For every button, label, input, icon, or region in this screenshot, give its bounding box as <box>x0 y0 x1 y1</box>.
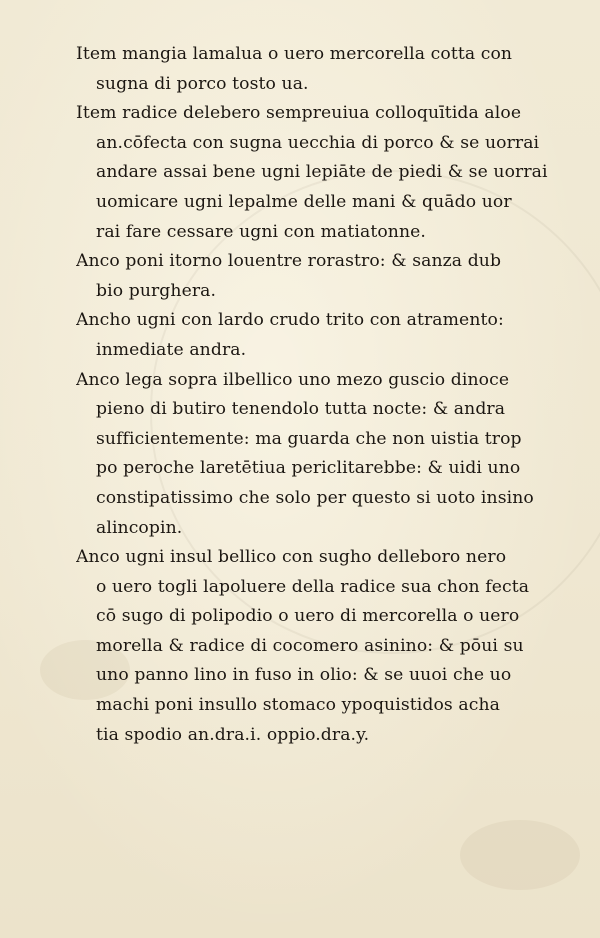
text-line: Ancho ugni con lardo crudo trito con atramento: <box>76 310 504 331</box>
text-line: inmediate andra. <box>96 339 247 360</box>
text-line: cō sugo di polipodio o uero di mercorella o uero <box>96 606 520 627</box>
text-line: Anco poni itorno louentre rorastro: & sanza dub <box>76 251 502 272</box>
text-line: o uero togli lapoluere della radice sua chon fecta <box>96 576 530 597</box>
text-line: alincopin. <box>96 517 183 538</box>
text-line: pieno di butiro tenendolo tutta nocte: & andra <box>96 399 506 420</box>
text-line: Anco lega sopra ilbellico uno mezo guscio dinoce <box>76 369 510 390</box>
text-line: an.cōfecta con sugna uecchia di porco & se uorrai <box>96 132 540 153</box>
paper-stain <box>460 820 580 890</box>
text-line: Item radice delebero sempreuiua colloquītida aloe <box>76 103 522 124</box>
text-line: uno panno lino in fuso in olio: & se uuoi che uo <box>96 665 512 686</box>
text-line: constipatissimo che solo per questo si uoto insino <box>96 487 534 508</box>
text-line: sugna di porco tosto ua. <box>96 73 309 94</box>
text-line: Item mangia lamalua o uero mercorella cotta con <box>76 44 513 64</box>
text-line: uomicare ugni lepalme delle mani & quādo uor <box>96 191 512 212</box>
text-line: tia spodio an.dra.i. oppio.dra.y. <box>96 724 370 745</box>
text-line: bio purghera. <box>96 280 217 301</box>
text-line: sufficientemente: ma guarda che non uistia trop <box>96 428 522 449</box>
text-line: rai fare cessare ugni con matiatonne. <box>96 221 426 242</box>
text-line: andare assai bene ugni lepiāte de piedi & se uorrai <box>96 162 548 183</box>
text-line: machi poni insullo stomaco ypoquistidos acha <box>96 695 500 716</box>
text-line: Anco ugni insul bellico con sugho delleboro nero <box>76 547 507 568</box>
text-line: morella & radice di cocomero asinino: & pōui su <box>96 635 524 656</box>
text-block <box>76 40 576 750</box>
text-line: po peroche laretētiua periclitarebbe: & uidi uno <box>96 458 521 479</box>
